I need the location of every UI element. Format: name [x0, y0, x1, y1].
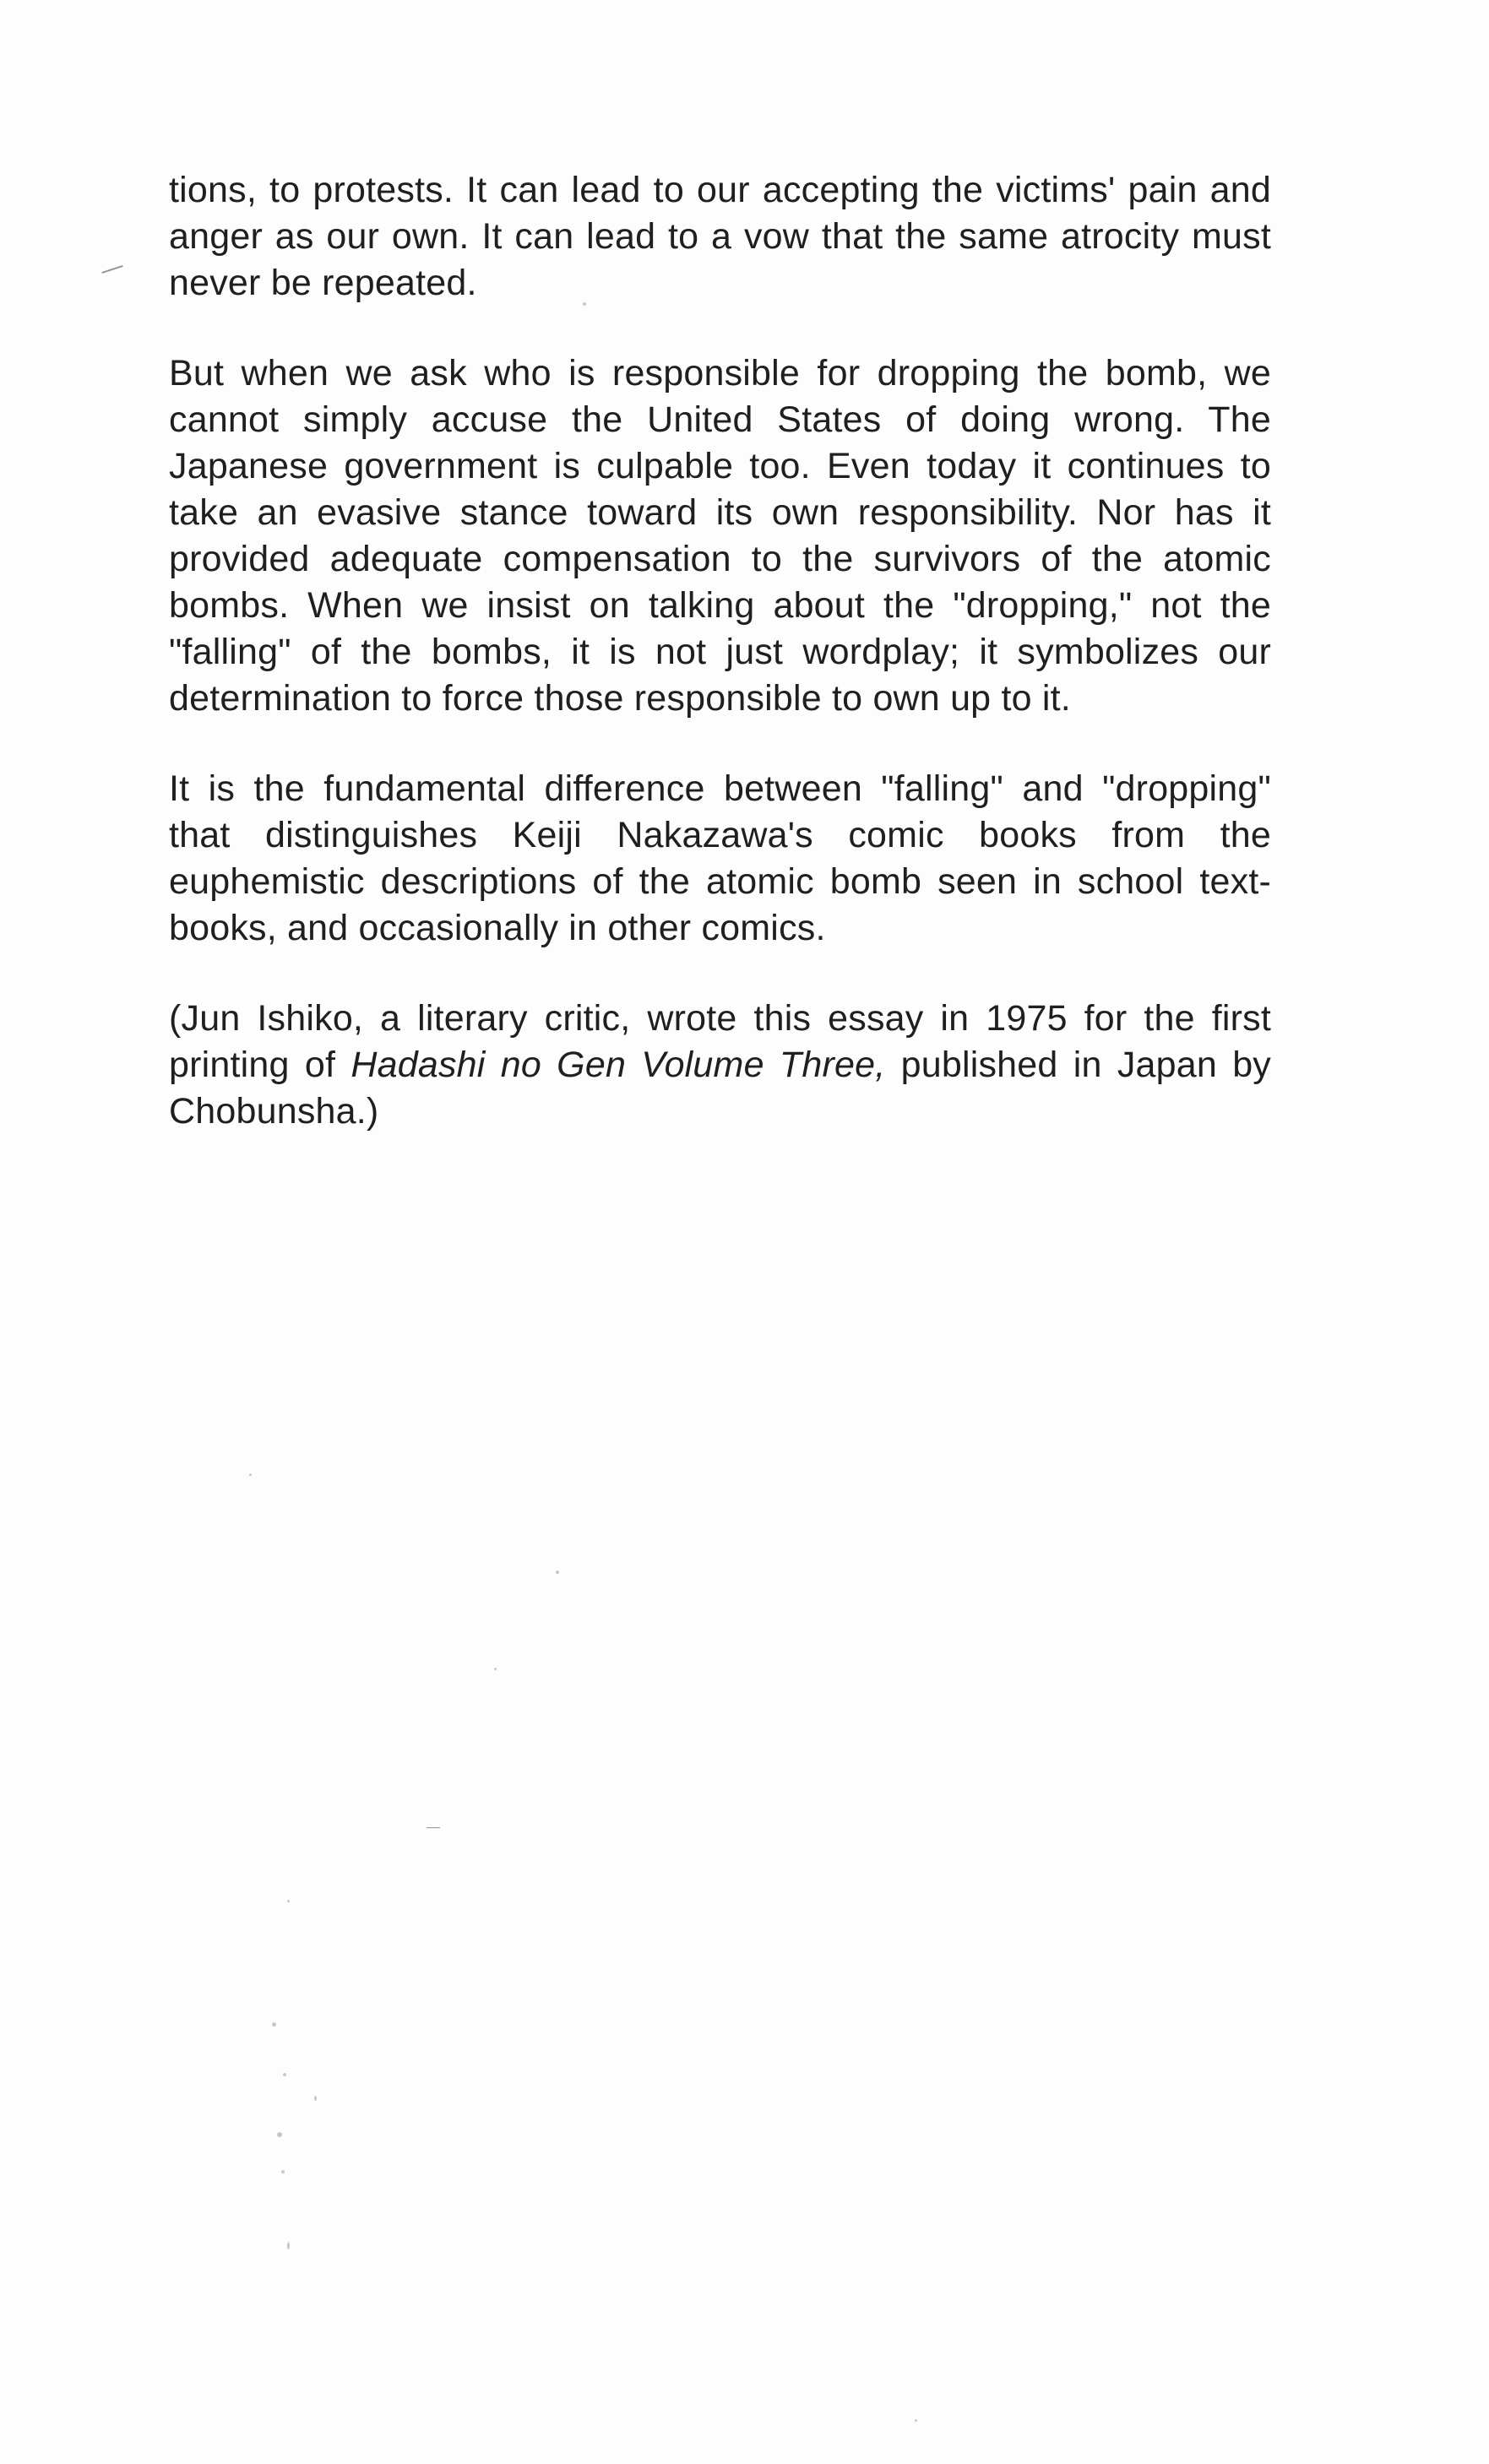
essay-text [169, 167, 1271, 1179]
paragraph: But when we ask who is responsible for dropping the bomb, we cannot simply accuse the United States of doing wrong. The Japanese government is culpable too. Even today it continues to take an evasive stance toward its own responsibility. Nor has it provided adequate compensation to the survivors of the atomic bombs. When we insist on talking about the "dropping," not the "falling" of the bombs, it is not just wordplay; it symbolizes our determination to force those responsible to own up to it. [169, 353, 1271, 719]
scan-speck [281, 2170, 285, 2174]
paragraph: It is the fundamental difference between "falling" and "dropping" that distinguishes Keiji Nakazawa's comic books from the euphemistic descriptions of the atomic bomb seen in school text-books, and occasionally in other comics. [169, 768, 1271, 948]
attribution-text-end: published in Japan by Chobunsha.) [169, 1045, 1272, 1132]
scan-mark [101, 265, 122, 274]
scan-speck [283, 2073, 286, 2076]
scan-speck [494, 1668, 497, 1670]
scan-speck [556, 1571, 559, 1574]
paragraph: tions, to protests. It can lead to our accepting the victims' pain and anger as our own. It can lead to a vow that the same atrocity must never be repeated. [169, 170, 1271, 303]
scan-speck [249, 1474, 252, 1476]
scan-speck [287, 2242, 290, 2250]
book-title: Hadashi no Gen Volume Three, [351, 1045, 886, 1085]
scan-speck [277, 2132, 282, 2137]
scan-speck [287, 1900, 290, 1902]
attribution-paragraph [169, 996, 1271, 1135]
scan-mark [427, 1827, 440, 1828]
scan-speck [314, 2096, 317, 2101]
scan-speck [272, 2022, 276, 2027]
attribution-text: (Jun Ishiko, a literary critic, wrote this essay in 1975 for the first printing of [169, 998, 1271, 1085]
scan-speck [915, 2419, 917, 2422]
